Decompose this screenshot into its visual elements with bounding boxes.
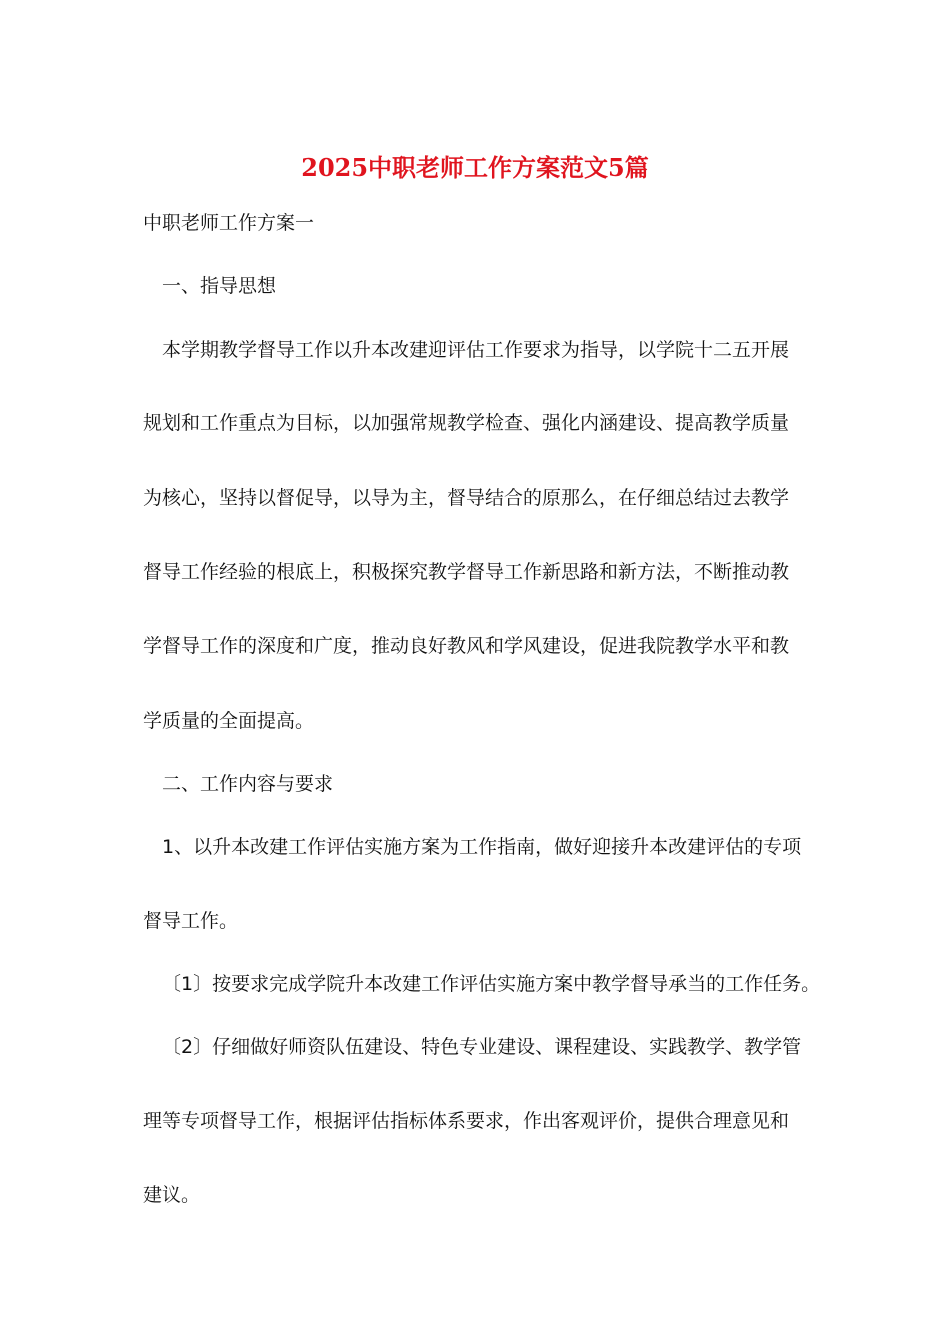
subheading-guiding-ideology: 一、指导思想 xyxy=(162,275,277,297)
sub-item-line: 理等专项督导工作，根据评估指标体系要求，作出客观评价，提供合理意见和 xyxy=(143,1110,790,1132)
paragraph-line: 学督导工作的深度和广度，推动良好教风和学风建设，促进我院教学水平和教 xyxy=(143,635,790,657)
sub-item-line: 〔2〕仔细做好师资队伍建设、特色专业建设、课程建设、实践教学、教学管 xyxy=(162,1036,802,1058)
paragraph-line: 规划和工作重点为目标，以加强常规教学检查、强化内涵建设、提高教学质量 xyxy=(143,412,790,434)
sub-item-line: 建议。 xyxy=(143,1184,201,1206)
list-item-line: 1、以升本改建工作评估实施方案为工作指南，做好迎接升本改建评估的专项 xyxy=(162,836,802,858)
list-item-line: 督导工作。 xyxy=(143,910,239,932)
section-heading: 中职老师工作方案一 xyxy=(143,212,315,234)
document-title: 2025中职老师工作方案范文5篇 xyxy=(301,153,649,182)
paragraph-line: 为核心，坚持以督促导，以导为主，督导结合的原那么，在仔细总结过去教学 xyxy=(143,487,790,509)
paragraph-line: 学质量的全面提高。 xyxy=(143,710,315,732)
subheading-work-content: 二、工作内容与要求 xyxy=(162,773,334,795)
paragraph-line: 本学期教学督导工作以升本改建迎评估工作要求为指导，以学院十二五开展 xyxy=(162,339,790,361)
paragraph-line: 督导工作经验的根底上，积极探究教学督导工作新思路和新方法，不断推动教 xyxy=(143,561,790,583)
sub-item-line: 〔1〕按要求完成学院升本改建工作评估实施方案中教学督导承当的工作任务。 xyxy=(162,973,821,995)
